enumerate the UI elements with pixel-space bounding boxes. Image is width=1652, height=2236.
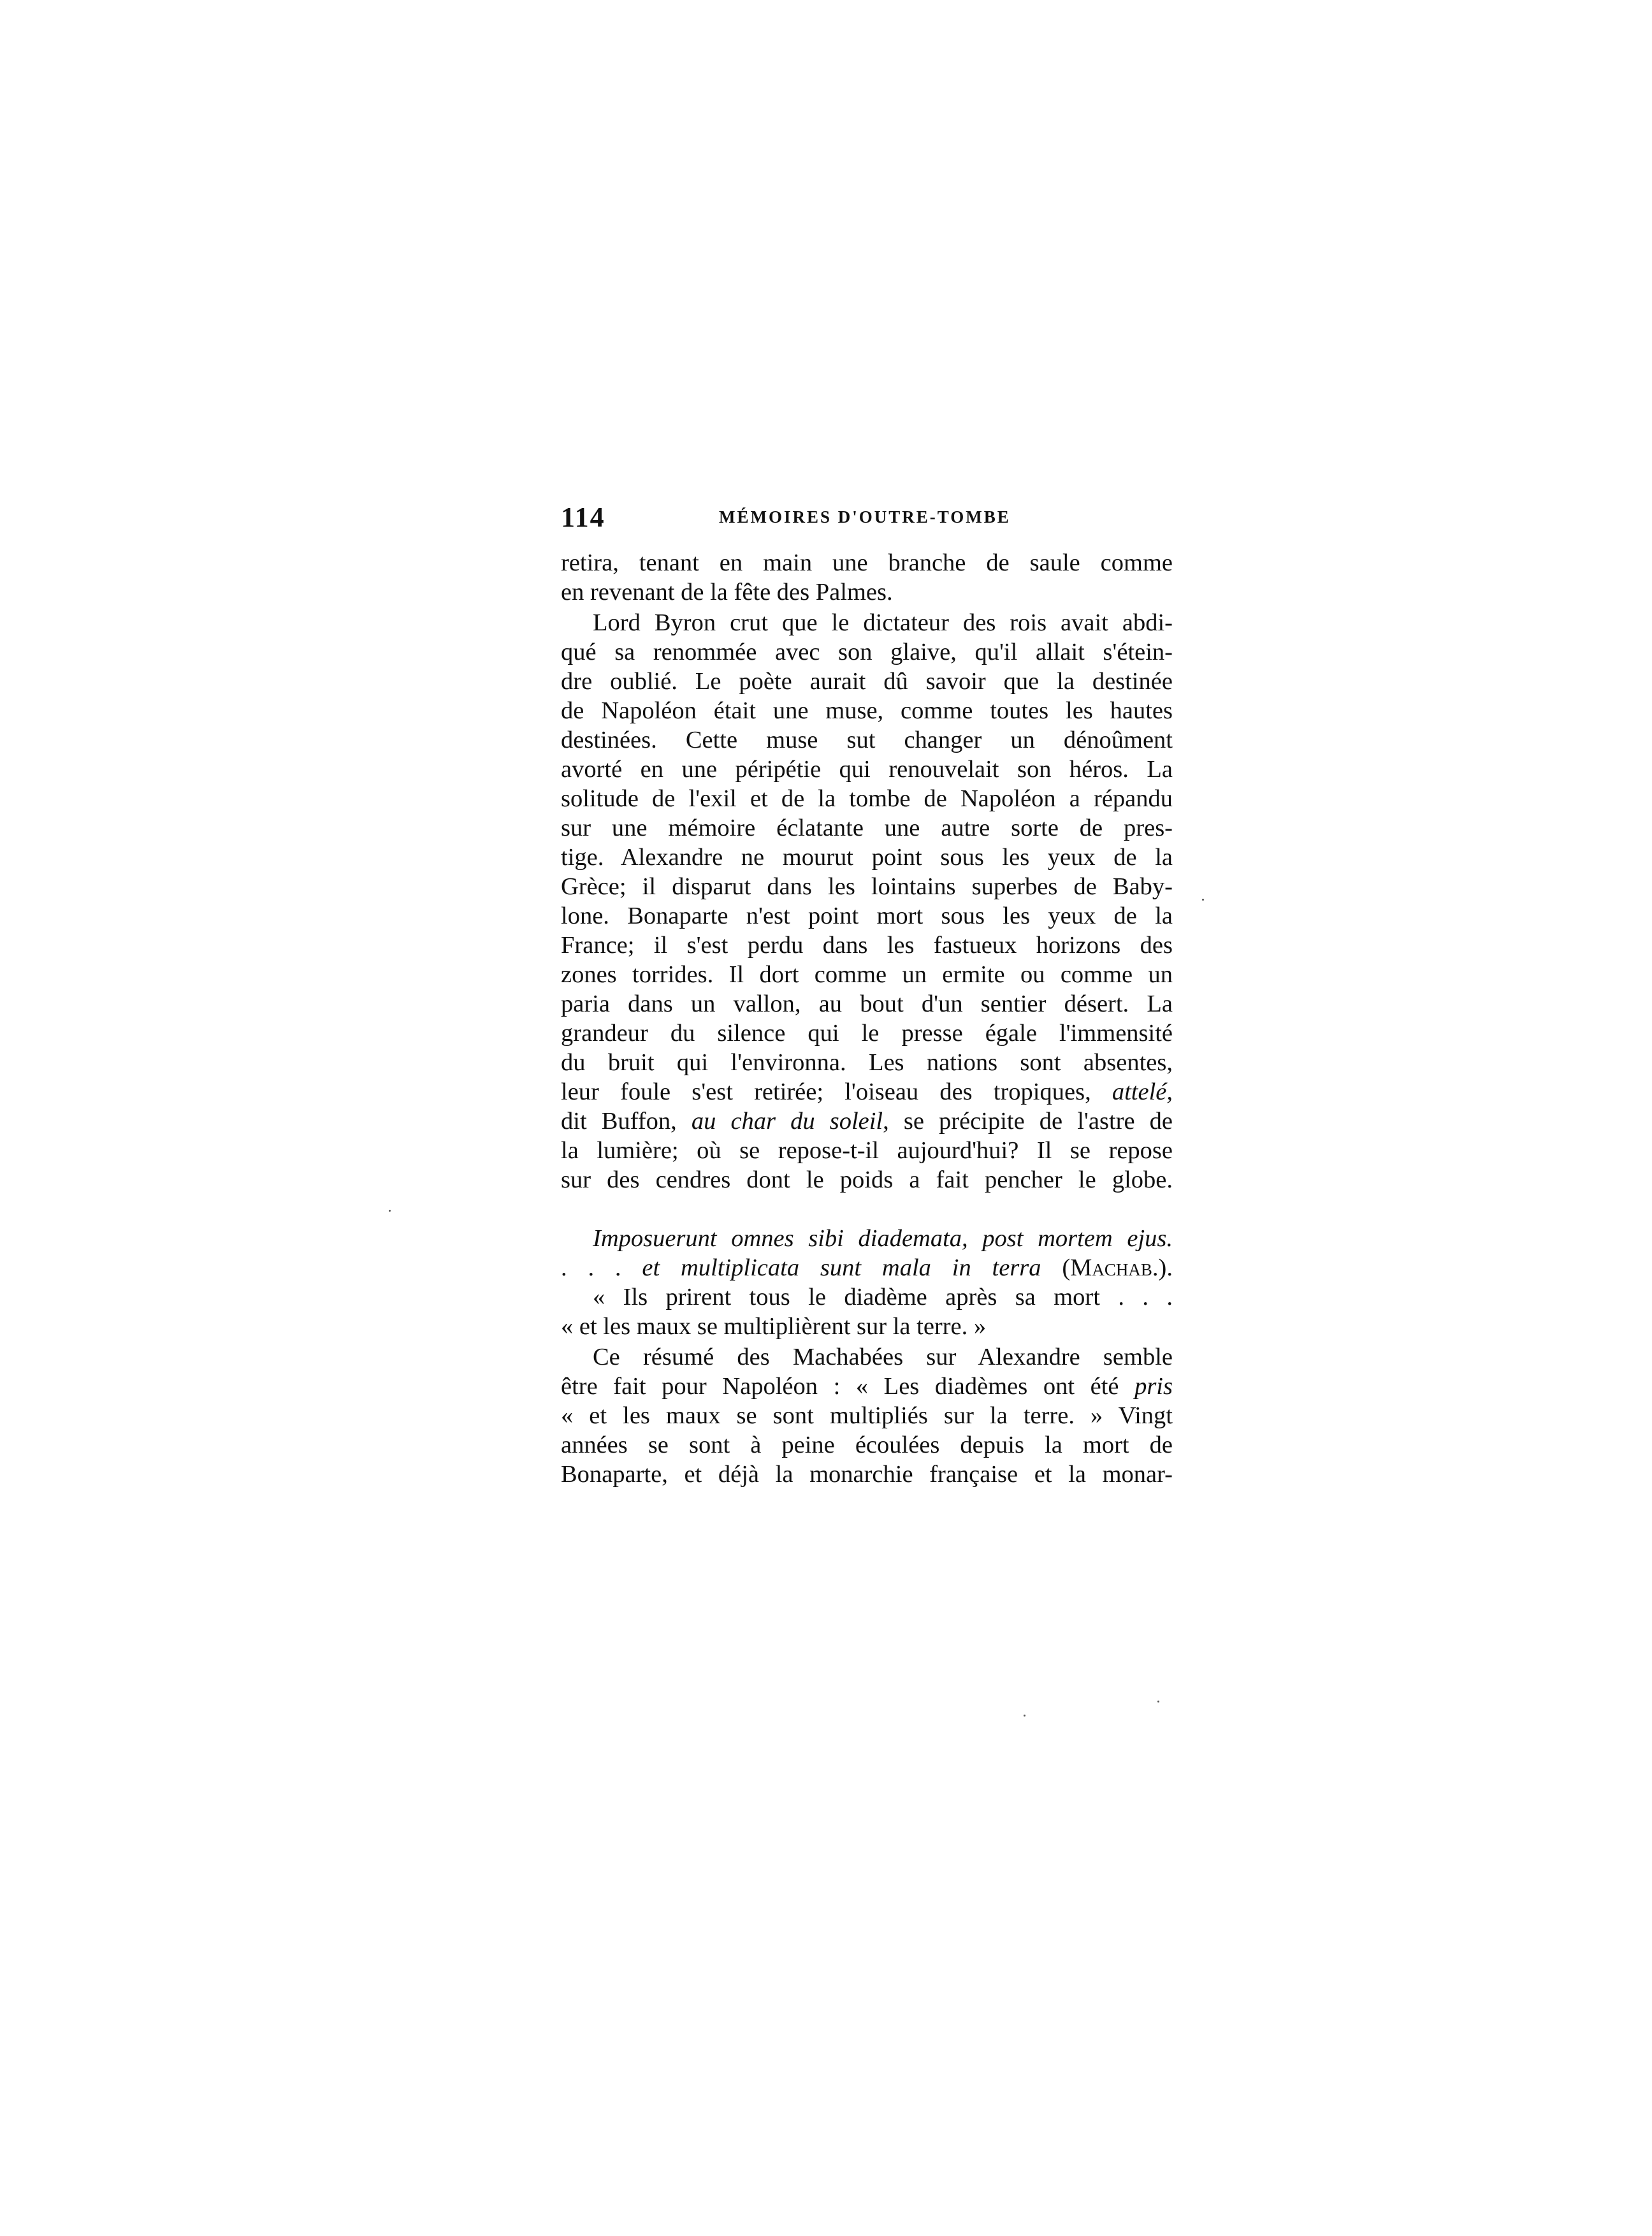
italic-text: pris	[1134, 1373, 1173, 1400]
scan-speck	[1202, 899, 1204, 901]
text-line: en revenant de la fête des Palmes.	[561, 579, 893, 606]
latin-quote-line: Imposuerunt omnes sibi diademata, post mortem ejus.	[593, 1225, 1173, 1252]
text-line: Grèce; il disparut dans les lointains superbes de Baby-	[561, 873, 1173, 900]
text-span: leur foule s'est retirée; l'oiseau des tropiques,	[561, 1078, 1112, 1105]
text-line	[561, 1107, 1173, 1136]
text-line: paria dans un vallon, au bout d'un sentier désert. La	[561, 991, 1173, 1017]
text-line: Bonaparte, et déjà la monarchie française et la monar-	[561, 1461, 1173, 1488]
scan-speck	[389, 1210, 391, 1212]
text-line: la lumière; où se repose-t-il aujourd'hui? Il se repose	[561, 1137, 1173, 1164]
italic-text: au char du soleil	[691, 1108, 883, 1135]
running-title: MÉMOIRES D'OUTRE-TOMBE	[719, 507, 1011, 526]
text-line: sur une mémoire éclatante une autre sorte de pres-	[561, 815, 1173, 841]
text-line: destinées. Cette muse sut changer un dénoûment	[561, 727, 1173, 753]
text-line: zones torrides. Il dort comme un ermite ou comme un	[561, 961, 1173, 988]
french-quote-line: « Ils prirent tous le diadème après sa mort . . .	[593, 1284, 1173, 1310]
scan-speck	[1024, 1715, 1025, 1717]
text-line: retira, tenant en main une branche de saule comme	[561, 549, 1173, 576]
text-line: lone. Bonaparte n'est point mort sous les yeux de la	[561, 903, 1173, 929]
text-line: grandeur du silence qui le presse égale l'immensité	[561, 1020, 1173, 1047]
french-quote-line: « et les maux se multiplièrent sur la terre. »	[561, 1313, 987, 1340]
text-line: Lord Byron crut que le dictateur des rois avait abdi-	[593, 609, 1173, 636]
text-line: « et les maux se sont multipliés sur la terre. » Vingt	[561, 1402, 1173, 1429]
text-span: , se précipite de l'astre de	[883, 1108, 1173, 1135]
ellipsis: . . .	[561, 1254, 642, 1281]
text-line: solitude de l'exil et de la tombe de Napoléon a répandu	[561, 785, 1173, 812]
page-header	[561, 501, 1173, 537]
text-line: années se sont à peine écoulées depuis la mort de	[561, 1432, 1173, 1458]
text-line: qué sa renommée avec son glaive, qu'il allait s'étein-	[561, 639, 1173, 665]
latin-quote-line	[561, 1253, 1173, 1282]
text-span: être fait pour Napoléon : « Les diadèmes ont été	[561, 1373, 1135, 1400]
page-number: 114	[561, 502, 605, 533]
text-line: tige. Alexandre ne mourut point sous les yeux de la	[561, 844, 1173, 871]
text-line: sur des cendres dont le poids a fait pencher le globe.	[561, 1166, 1173, 1193]
source-citation: (Machab.).	[1041, 1254, 1173, 1281]
text-line: du bruit qui l'environna. Les nations sont absentes,	[561, 1049, 1173, 1076]
text-line: France; il s'est perdu dans les fastueux horizons des	[561, 932, 1173, 959]
text-line: de Napoléon était une muse, comme toutes les hautes	[561, 697, 1173, 724]
text-line: dre oublié. Le poète aurait dû savoir que la destinée	[561, 668, 1173, 695]
italic-text: attelé,	[1112, 1078, 1173, 1105]
text-line: avorté en une péripétie qui renouvelait son héros. La	[561, 756, 1173, 783]
text-line	[561, 1372, 1173, 1401]
text-line	[561, 1077, 1173, 1107]
text-span: dit Buffon,	[561, 1108, 692, 1135]
scan-speck	[1157, 1701, 1159, 1702]
italic-text: et multiplicata sunt mala in terra	[642, 1254, 1041, 1281]
text-line: Ce résumé des Machabées sur Alexandre semble	[593, 1344, 1173, 1370]
